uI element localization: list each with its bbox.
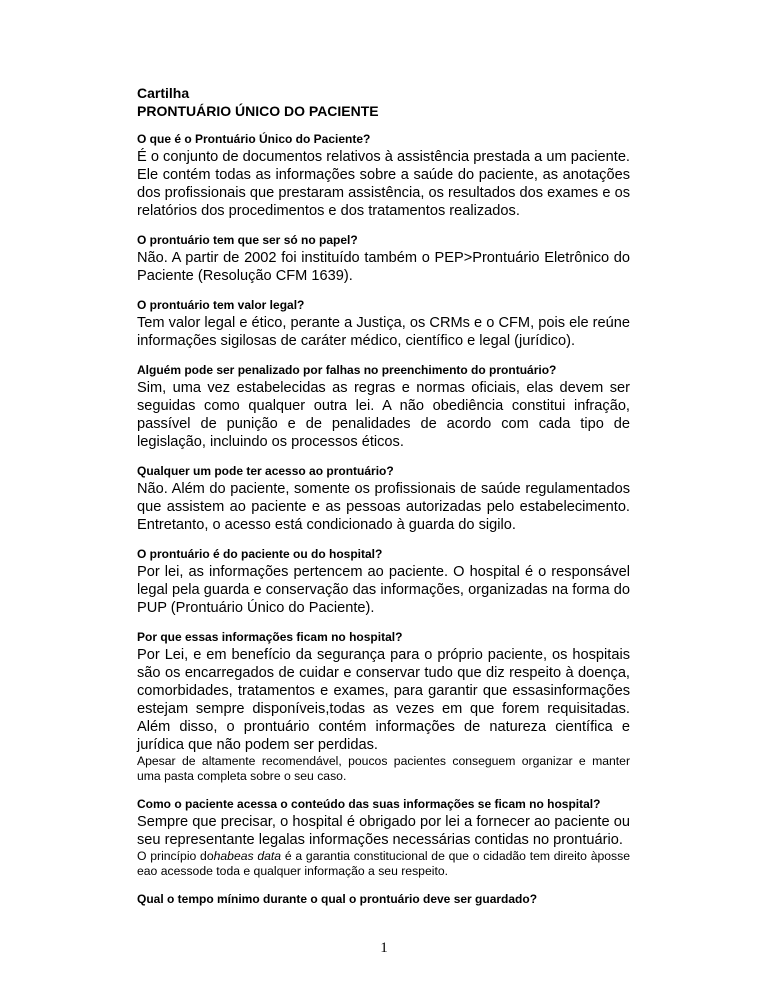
faq-section xyxy=(137,630,630,784)
faq-section xyxy=(137,464,630,534)
faq-section xyxy=(137,132,630,220)
faq-answer: Por Lei, e em benefício da segurança para o próprio paciente, os hospitais são os encarregados de cuidar e conservar tudo que diz respeito à doença, comorbidades, tratamentos e exames, para garantir que essasinformações estejam sempre disponíveis,todas as vezes em que forem requisitadas. Além disso, o prontuário contém informações de natureza científica e jurídica que não podem ser perdidas. xyxy=(137,647,630,753)
faq-question: Alguém pode ser penalizado por falhas no preenchimento do prontuário? xyxy=(137,363,557,377)
faq-answer: Não. Além do paciente, somente os profissionais de saúde regulamentados que assistem ao paciente e as pessoas autorizadas pelo estabelecimento. Entretanto, o acesso está condicionado à guarda do sigilo. xyxy=(137,481,630,533)
faq-section xyxy=(137,797,630,879)
faq-answer: Sempre que precisar, o hospital é obrigado por lei a fornecer ao paciente ou seu representante legalas informações necessárias contidas no prontuário. xyxy=(137,814,630,848)
faq-answer: Não. A partir de 2002 foi instituído também o PEP>Prontuário Eletrônico do Paciente (Resolução CFM 1639). xyxy=(137,250,630,284)
faq-answer: É o conjunto de documentos relativos à assistência prestada a um paciente. Ele contém todas as informações sobre a saúde do paciente, as anotações dos profissionais que prestaram assistência, os resultados dos exames e os relatórios dos procedimentos e dos tratamentos realizados. xyxy=(137,149,630,219)
note-text-start: O princípio do xyxy=(137,849,214,863)
faq-section xyxy=(137,363,630,451)
faq-question: O prontuário tem que ser só no papel? xyxy=(137,233,358,247)
faq-section xyxy=(137,547,630,617)
faq-question: Por que essas informações ficam no hospital? xyxy=(137,630,403,644)
title-main: PRONTUÁRIO ÚNICO DO PACIENTE xyxy=(137,103,379,119)
faq-question: O que é o Prontuário Único do Paciente? xyxy=(137,132,371,146)
note-italic-term: habeas data xyxy=(213,849,282,863)
faq-question: Como o paciente acessa o conteúdo das suas informações se ficam no hospital? xyxy=(137,797,601,811)
document-title xyxy=(137,84,630,120)
faq-section xyxy=(137,233,630,285)
faq-question: Qual o tempo mínimo durante o qual o prontuário deve ser guardado? xyxy=(137,892,538,906)
faq-note: Apesar de altamente recomendável, poucos pacientes conseguem organizar e manter uma pasta completa sobre o seu caso. xyxy=(137,754,630,783)
faq-question: Qualquer um pode ter acesso ao prontuário? xyxy=(137,464,394,478)
note-text-end: é a garantia constitucional de que o cidadão tem direito àposse eao acessode toda e qualquer informação a seu respeito. xyxy=(137,849,631,878)
document-body xyxy=(137,84,630,920)
faq-section xyxy=(137,892,630,907)
faq-answer: Por lei, as informações pertencem ao paciente. O hospital é o responsável legal pela guarda e conservação das informações, organizadas na forma do PUP (Prontuário Único do Paciente). xyxy=(137,564,630,616)
faq-section xyxy=(137,298,630,350)
page-number: 1 xyxy=(380,940,388,956)
faq-question: O prontuário é do paciente ou do hospital? xyxy=(137,547,383,561)
faq-answer: Sim, uma vez estabelecidas as regras e normas oficiais, elas devem ser seguidas como qualquer outra lei. A não obediência constitui infração, passível de punição e de penalidades de acordo com cada tipo de legislação, incluindo os processos éticos. xyxy=(137,380,630,450)
title-label: Cartilha xyxy=(137,85,190,101)
faq-note xyxy=(137,849,630,879)
faq-answer: Tem valor legal e ético, perante a Justiça, os CRMs e o CFM, pois ele reúne informações sigilosas de caráter médico, científico e legal (jurídico). xyxy=(137,315,630,349)
faq-question: O prontuário tem valor legal? xyxy=(137,298,305,312)
